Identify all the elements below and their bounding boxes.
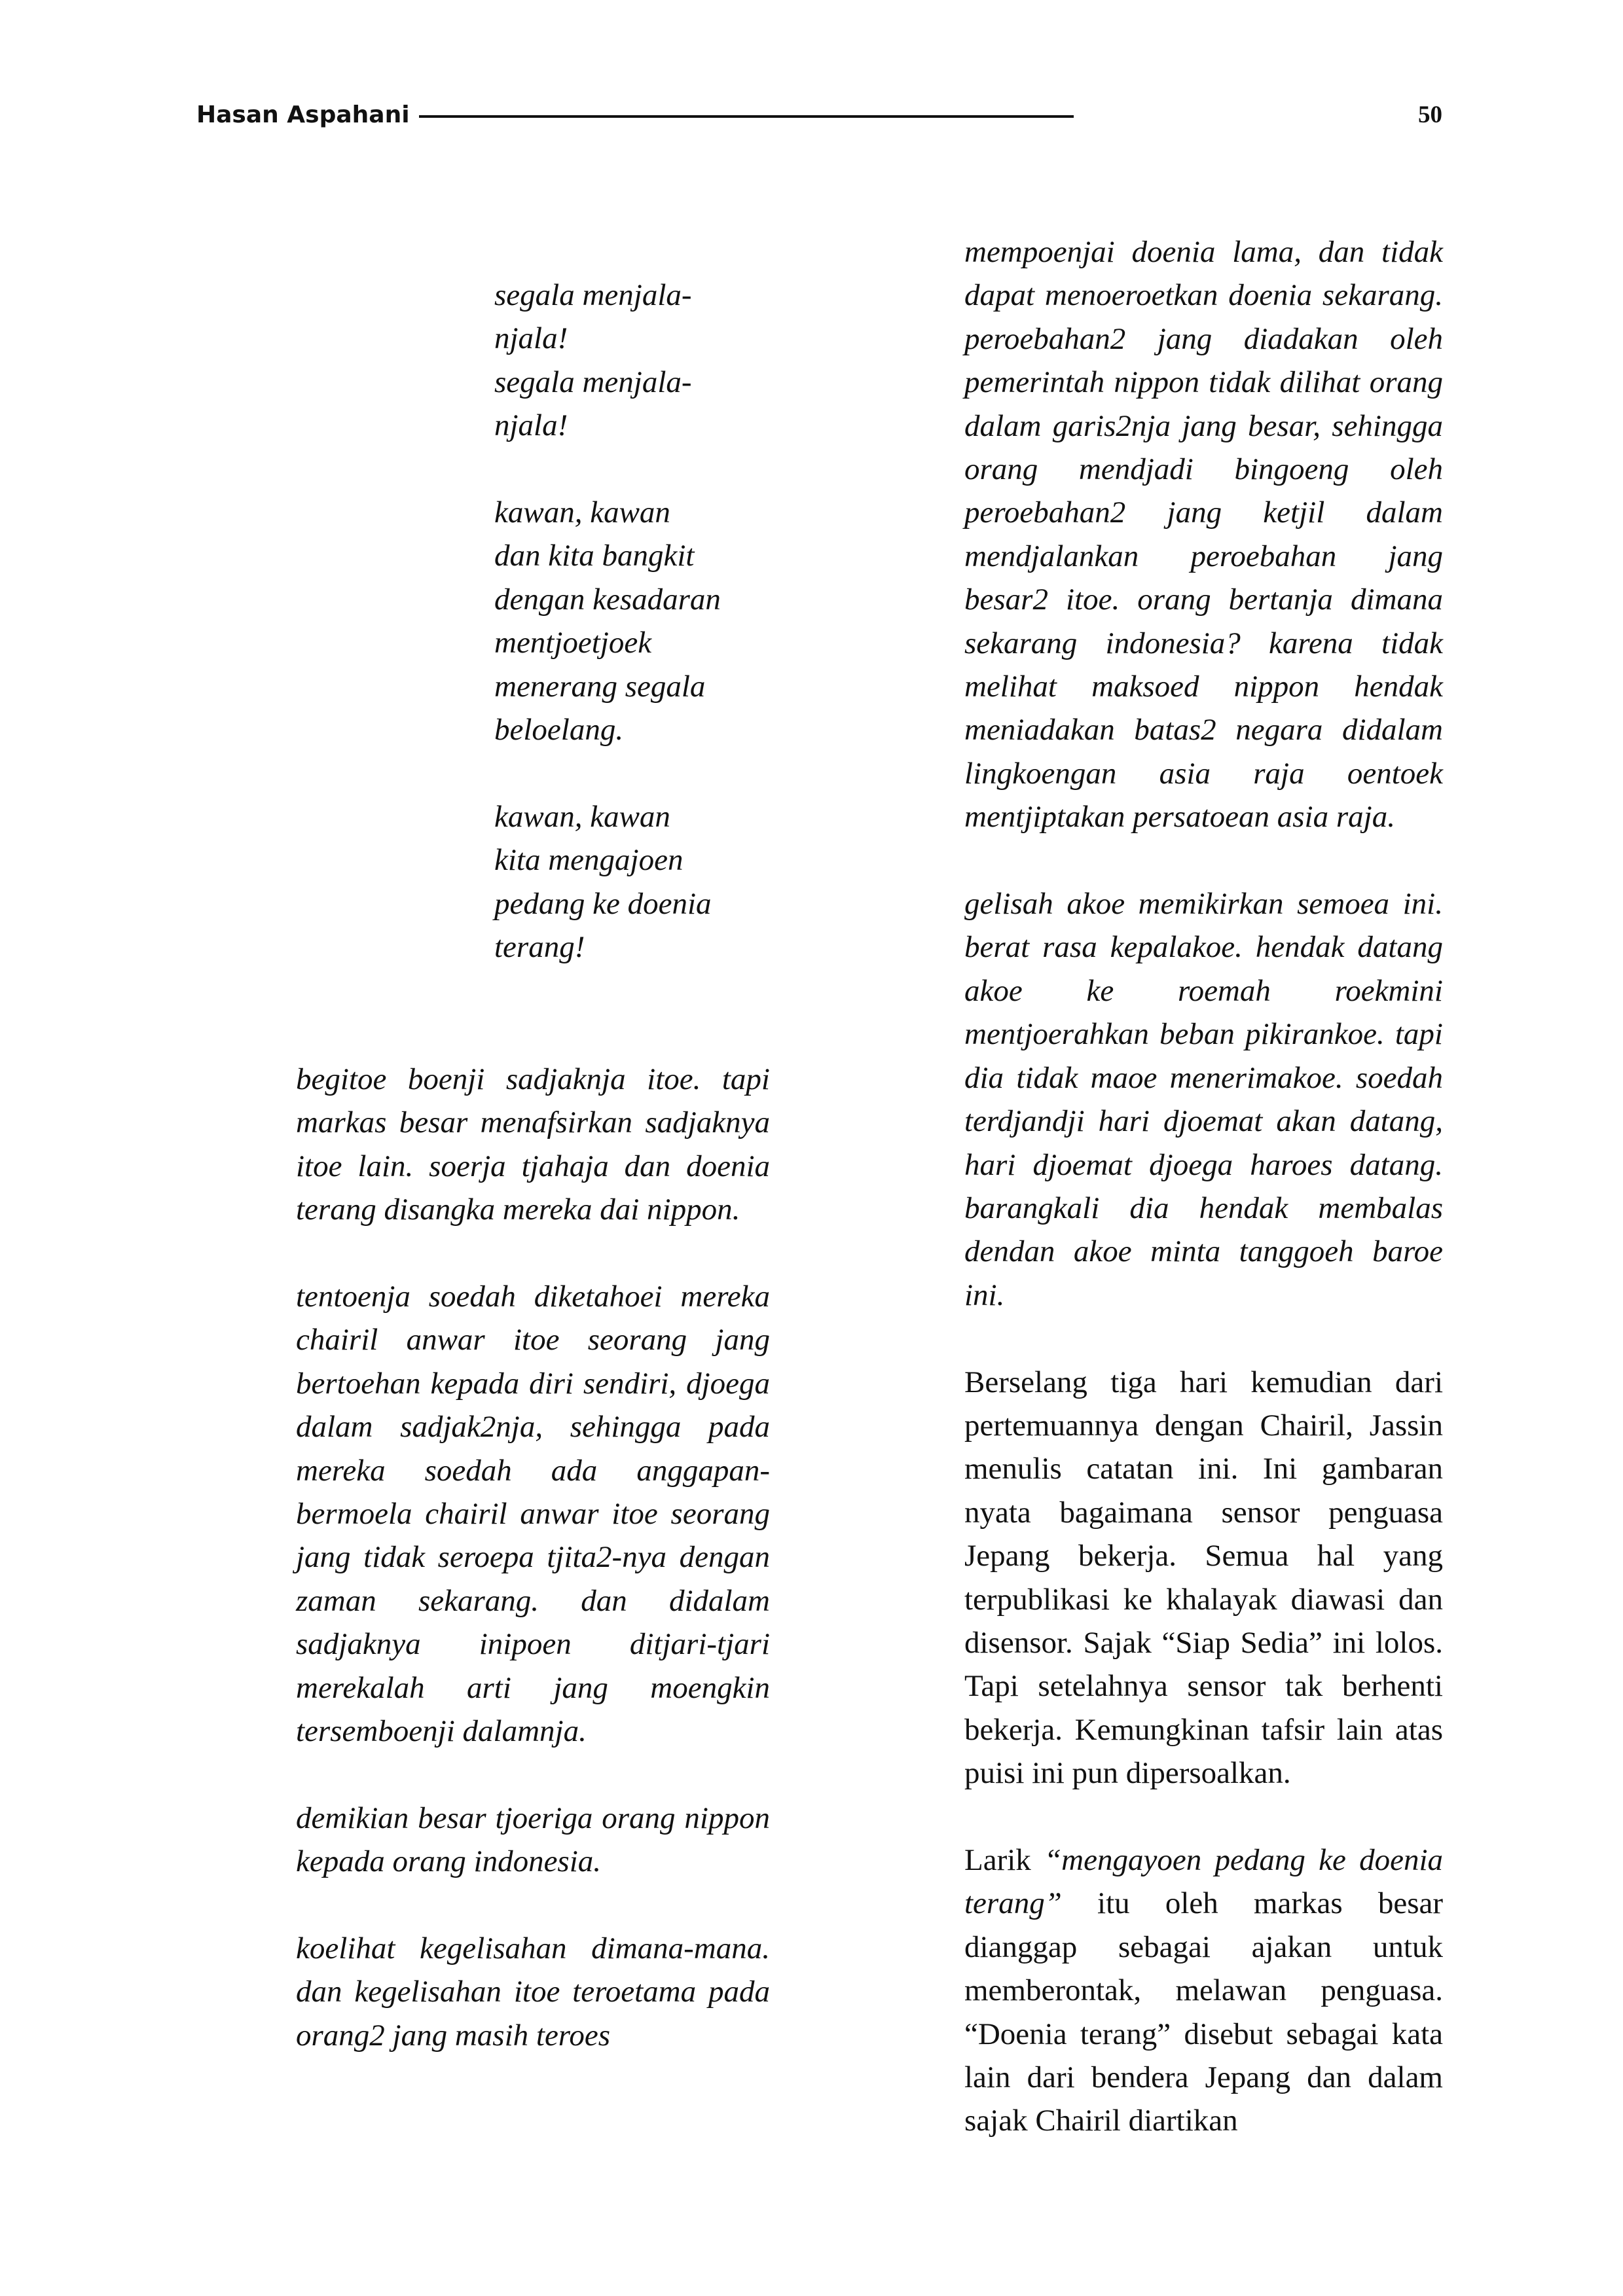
quoted-paragraph: gelisah akoe memikirkan semoea ini. berat rasa kepalakoe. hendak datang akoe ke roemah roekmini mentjoerahkan beban pikirankoe. tapi dia tidak maoe menerimakoe. soedah terdjandji hari djoemat akan datang, hari djoemat djoega haroes datang. barangkali dia hendak membalas dendan akoe minta tanggoeh baroe ini. bbox=[964, 887, 1443, 1312]
stanza-break bbox=[494, 448, 809, 491]
commentary-lead: Larik bbox=[964, 1842, 1045, 1877]
quoted-paragraph: demikian besar tjoeriga orang nippon kepada orang indonesia. bbox=[296, 1801, 770, 1879]
quoted-paragraph: koelihat kegelisahan dimana-mana. dan kegelisahan itoe teroetama pada orang2 jang masih teroes bbox=[296, 1931, 770, 2053]
header-author: Hasan Aspahani bbox=[196, 101, 410, 128]
poem-line: segala menjala- bbox=[494, 365, 692, 399]
poem-line: segala menjala- bbox=[494, 278, 692, 312]
poem-line: mentjoetjoek bbox=[494, 626, 652, 660]
commentary-paragraph: Berselang tiga hari kemudian dari pertemuannya dengan Chairil, Jassin menulis catatan ini. Ini gambaran nyata bagaimana sensor penguasa Jepang bekerja. Semua hal yang terpublikasi ke khalayak diawasi dan disensor. Sajak “Siap Sedia” ini lolos. Tapi setelahnya sensor tak berhenti bekerja. Kemungkinan tafsir lain atas puisi ini pun dipersoalkan. bbox=[964, 1365, 1443, 1791]
quoted-diary-left bbox=[296, 1058, 770, 2057]
quoted-paragraph: tentoenja soedah diketahoei mereka chairil anwar itoe seorang jang bertoehan kepada diri sendiri, djoega dalam sadjak2nja, sehingga pada mereka soedah ada anggapan-bermoela chairil anwar itoe seorang jang tidak seroepa tjita2-nya dengan zaman sekarang. dan didalam sadjaknya inipoen ditjari-tjari merekalah arti jang moengkin tersemboenji dalamnja. bbox=[296, 1280, 770, 1749]
poem-line: dan kita bangkit bbox=[494, 539, 695, 573]
quoted-paragraph: begitoe boenji sadjaknja itoe. tapi markas besar menafsirkan sadjaknya itoe lain. soerja tjahaja dan doenia terang disangka mereka dai nippon. bbox=[296, 1062, 770, 1227]
poem-line: pedang ke doenia bbox=[494, 886, 712, 921]
poem-line: beloelang. bbox=[494, 713, 624, 747]
poem-line: terang! bbox=[494, 930, 585, 965]
poem-line: kawan, kawan bbox=[494, 799, 670, 834]
quoted-paragraph: mempoenjai doenia lama, dan tidak dapat menoeroetkan doenia sekarang. peroebahan2 jang diadakan oleh pemerintah nippon tidak dilihat orang dalam garis2nja jang besar, sehingga orang mendjadi bingoeng oleh peroebahan2 jang ketjil dalam mendjalankan peroebahan jang besar2 itoe. orang bertanja dimana sekarang indonesia? karena tidak melihat maksoed nippon hendak meniadakan batas2 negara didalam lingkoengan asia raja oentoek mentjiptakan persatoean asia raja. bbox=[964, 235, 1443, 834]
right-column bbox=[964, 230, 1443, 2143]
poem-line: kita mengajoen bbox=[494, 843, 684, 878]
commentary-rest: itu oleh markas besar dianggap sebagai ajakan untuk memberontak, melawan penguasa. “Doenia terang” disebut sebagai kata lain dari bendera Jepang dan dalam sajak Chairil diartikan bbox=[964, 1886, 1443, 2138]
poem-block bbox=[494, 274, 809, 969]
commentary-paragraph bbox=[964, 1839, 1443, 2143]
poem-line: njala! bbox=[494, 408, 568, 443]
quoted-diary-right bbox=[964, 230, 1443, 1317]
page-number: 50 bbox=[1418, 101, 1442, 128]
poem-line: menerang segala bbox=[494, 669, 706, 704]
quoted-verse-line: “mengayoen pedang ke doenia terang” bbox=[964, 1842, 1443, 1921]
poem-line: njala! bbox=[494, 321, 568, 356]
stanza-break bbox=[494, 751, 809, 795]
header-rule bbox=[419, 115, 1074, 118]
poem-line: dengan kesadaran bbox=[494, 582, 721, 617]
poem-line: kawan, kawan bbox=[494, 495, 670, 530]
